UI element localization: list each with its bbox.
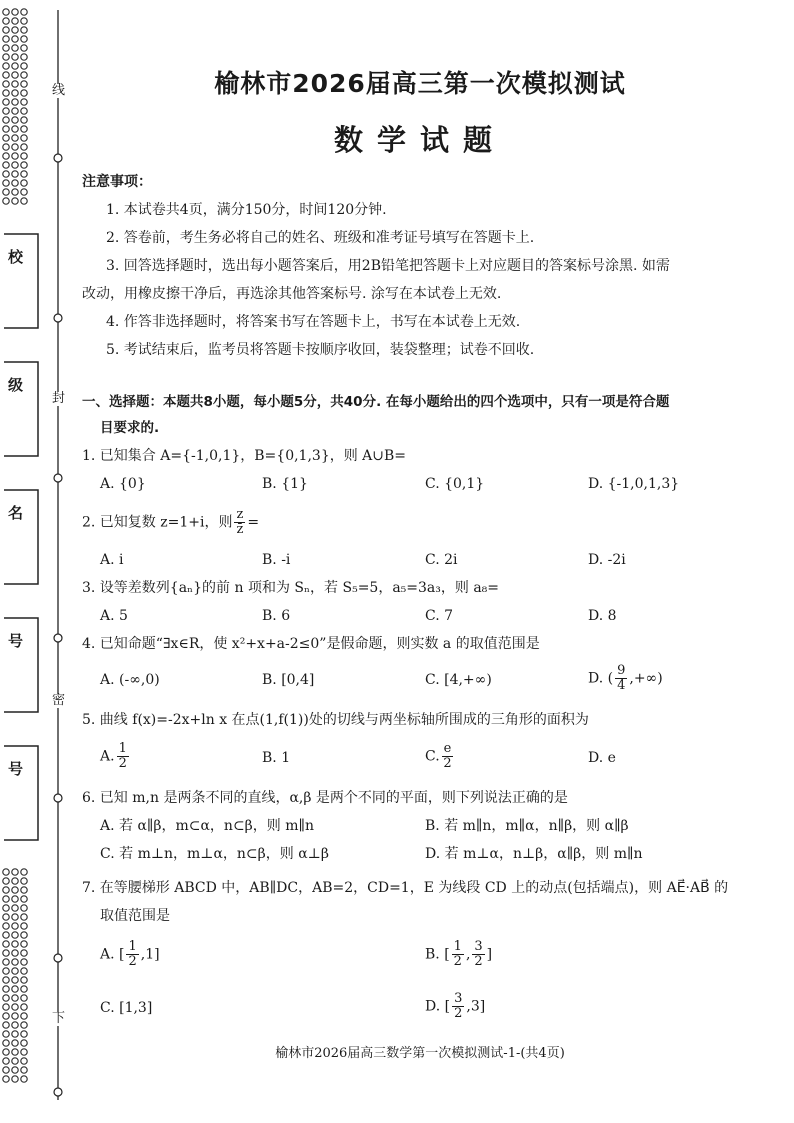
binding-hole [12,932,18,938]
q3-option-c: C. 7 [425,608,454,624]
section-heading-cont: 目要求的. [100,420,160,436]
binding-hole [3,1076,9,1082]
binding-hole [3,1031,9,1037]
q4-option-c: C. [4,+∞) [425,672,492,688]
q6-option-c: C. 若 m⊥n，m⊥α，n⊂β，则 α⊥β [100,846,329,862]
q5-a-numerator: 1 [118,741,127,756]
q2-option-c: C. 2i [425,552,458,568]
binding-hole [3,869,9,875]
binding-hole [21,1031,27,1037]
q4-d-numerator: 9 [617,663,626,678]
binding-hole [12,198,18,204]
q2-stem-text: 2. 已知复数 z=1+i，则 [82,514,233,531]
binding-hole [21,959,27,965]
seal-word-below: 下 [52,1011,66,1026]
question-2-stem [82,508,259,537]
binding-hole [12,1022,18,1028]
q2-stem-end: = [247,514,260,531]
binding-hole [21,1067,27,1073]
q7-b-numerator-2: 3 [474,939,483,954]
binding-hole [12,1040,18,1046]
binding-hole [3,90,9,96]
q5-c-denominator: 2 [443,756,452,771]
binding-hole [21,1004,27,1010]
binding-hole [21,9,27,15]
binding-hole [12,189,18,195]
binding-hole [12,1031,18,1037]
binding-hole [3,99,9,105]
q4-option-d [588,664,663,693]
binding-hole [21,90,27,96]
binding-hole [12,968,18,974]
binding-hole [12,135,18,141]
q7-a-suffix: ,1] [140,946,160,963]
notice-item: 1. 本试卷共4页，满分150分，时间120分钟. [106,202,387,218]
binding-hole [12,887,18,893]
binding-hole [12,27,18,33]
binding-hole [21,905,27,911]
binding-hole [21,117,27,123]
binding-hole [21,1022,27,1028]
q7-option-a [100,940,160,969]
binding-hole [3,1040,9,1046]
question-7-stem-cont: 取值范围是 [100,908,170,924]
binding-hole [21,198,27,204]
q4-d-fraction [615,664,627,693]
binding-hole [21,932,27,938]
binding-hole [3,1049,9,1055]
question-6-stem: 6. 已知 m,n 是两条不同的直线，α,β 是两个不同的平面，则下列说法正确的是 [82,790,568,806]
binding-hole [21,108,27,114]
q1-option-c: C. {0,1} [425,476,485,492]
binding-hole [21,1049,27,1055]
binding-hole [12,90,18,96]
binding-hole [3,905,9,911]
binding-hole [12,1058,18,1064]
q4-d-prefix: D. ( [588,670,614,687]
binding-hole [12,977,18,983]
binding-hole [3,1004,9,1010]
q7-d-denominator: 2 [454,1006,463,1021]
exam-title: 榆林市2026届高三第一次模拟测试 [214,69,626,98]
q3-option-a: A. 5 [100,608,128,624]
binding-hole [21,995,27,1001]
binding-hole [12,81,18,87]
binding-hole [3,81,9,87]
notice-item: 5. 考试结束后，监考员将答题卡按顺序收回，装袋整理；试卷不回收. [106,342,535,358]
binding-hole [3,162,9,168]
q5-option-a [100,742,131,771]
q4-option-a: A. (-∞,0) [100,672,160,688]
binding-hole [12,1067,18,1073]
question-1-stem: 1. 已知集合 A={-1,0,1}，B={0,1,3}，则 A∪B= [82,448,407,464]
exam-subject-title: 数学试题 [333,123,506,157]
q7-d-suffix: ,3] [466,998,486,1015]
binding-hole [3,914,9,920]
binding-hole [3,54,9,60]
binding-hole [21,914,27,920]
binding-hole [3,135,9,141]
binding-hole [21,986,27,992]
binding-hole [21,18,27,24]
q6-option-d: D. 若 m⊥α，n⊥β，α∥β，则 m∥n [425,846,643,862]
q7-a-fraction [126,940,138,969]
margin-label-seat: 号 [8,760,24,778]
binding-hole [3,117,9,123]
q1-option-a: A. {0} [100,476,146,492]
binding-hole [21,162,27,168]
binding-hole [21,45,27,51]
binding-hole [3,932,9,938]
binding-hole [21,950,27,956]
notice-item: 2. 答卷前，考生务必将自己的姓名、班级和准考证号填写在答题卡上. [106,230,535,246]
binding-hole [3,153,9,159]
binding-hole [21,54,27,60]
binding-hole [12,905,18,911]
binding-hole [3,18,9,24]
binding-hole [3,1058,9,1064]
binding-hole [21,869,27,875]
binding-hole [3,144,9,150]
binding-hole [12,1049,18,1055]
binding-hole [3,108,9,114]
q7-a-prefix: A. [ [100,946,125,963]
q2-option-d: D. -2i [588,552,626,568]
q7-b-numerator-1: 1 [453,939,462,954]
q6-option-a: A. 若 α∥β，m⊂α，n⊂β，则 m∥n [100,818,314,834]
binding-hole [3,1067,9,1073]
q7-b-suffix: ] [486,946,493,963]
q5-a-fraction [117,742,129,771]
q7-a-denominator: 2 [128,954,137,969]
binding-hole [12,72,18,78]
notice-heading: 注意事项： [82,174,152,190]
binding-hole [12,18,18,24]
binding-hole [12,950,18,956]
binding-hole [21,189,27,195]
binding-hole [21,171,27,177]
binding-hole [21,977,27,983]
binding-hole [3,896,9,902]
binding-hole [12,959,18,965]
notice-item: 改动，用橡皮擦干净后，再选涂其他答案标号. 涂写在本试卷上无效. [82,286,502,302]
notice-item: 3. 回答选择题时，选出每小题答案后，用2B铅笔把答题卡上对应题目的答案标号涂黑. 如需 [106,258,670,274]
q2-option-a: A. i [100,552,124,568]
binding-hole [21,968,27,974]
binding-hole [21,126,27,132]
binding-hole [12,878,18,884]
q7-b-prefix: B. [ [425,946,450,963]
binding-hole [3,878,9,884]
binding-hole [21,887,27,893]
seal-word-secret: 密 [52,693,66,708]
binding-hole [12,54,18,60]
binding-hole [12,9,18,15]
q5-option-c [425,742,455,771]
notice-item: 4. 作答非选择题时，将答案书写在答题卡上，书写在本试卷上无效. [106,314,521,330]
binding-hole [3,995,9,1001]
binding-hole [3,950,9,956]
q5-a-prefix: A. [100,748,115,765]
margin-label-number: 号 [8,632,24,650]
binding-hole [21,180,27,186]
binding-hole [21,99,27,105]
question-5-stem: 5. 曲线 f(x)=-2x+ln x 在点(1,f(1))处的切线与两坐标轴所围成的三角形的面积为 [82,712,589,728]
question-7-stem: 7. 在等腰梯形 ABCD 中，AB∥DC，AB=2，CD=1，E 为线段 CD 上的动点(包括端点)，则 AE⃗·AB⃗ 的 [82,880,729,896]
binding-hole [3,189,9,195]
binding-hole [3,941,9,947]
q5-option-b: B. 1 [262,750,291,766]
binding-hole [3,9,9,15]
binding-hole [12,986,18,992]
binding-hole [12,923,18,929]
q7-d-fraction [452,992,464,1021]
binding-hole [21,923,27,929]
binding-hole [3,986,9,992]
q2-fraction [234,508,245,537]
q7-option-d [425,992,485,1021]
binding-hole [12,1004,18,1010]
q7-option-c: C. [1,3] [100,1000,153,1016]
binding-hole [21,153,27,159]
binding-hole [12,153,18,159]
binding-margin-graphics [0,0,72,1123]
binding-hole [3,959,9,965]
binding-hole [12,1013,18,1019]
binding-hole [21,36,27,42]
binding-hole [3,180,9,186]
binding-hole [12,995,18,1001]
binding-hole [3,887,9,893]
margin-label-school: 校 [8,248,24,266]
q7-b-fraction-2 [472,940,484,969]
q7-b-fraction-1 [452,940,464,969]
binding-hole [3,45,9,51]
q7-d-numerator: 3 [454,991,463,1006]
binding-hole [12,162,18,168]
binding-hole [3,923,9,929]
q5-c-prefix: C. [425,748,440,765]
binding-hole [21,896,27,902]
binding-hole [12,869,18,875]
binding-hole [12,117,18,123]
q1-option-d: D. {-1,0,1,3} [588,476,680,492]
question-4-stem: 4. 已知命题“∃x∈R，使 x²+x+a-2≤0”是假命题，则实数 a 的取值范围是 [82,636,540,652]
q7-b-denominator-2: 2 [474,954,483,969]
binding-hole [21,1076,27,1082]
margin-label-name: 名 [8,504,24,522]
seal-word-seal: 封 [52,391,66,406]
q7-b-separator: , [465,946,471,963]
q5-c-numerator: e [443,741,452,756]
binding-hole [3,126,9,132]
binding-hole [12,99,18,105]
question-3-stem: 3. 设等差数列{aₙ}的前 n 项和为 Sₙ，若 S₅=5，a₅=3a₃，则 a₈= [82,580,500,596]
binding-hole [3,977,9,983]
binding-hole [21,135,27,141]
binding-hole [3,1022,9,1028]
binding-hole [3,198,9,204]
q4-d-denominator: 4 [617,678,626,693]
binding-hole [12,45,18,51]
binding-hole [21,1013,27,1019]
page-footer: 榆林市2026届高三数学第一次模拟测试-1-(共4页) [275,1046,565,1061]
binding-hole [21,27,27,33]
binding-hole [12,63,18,69]
q3-option-b: B. 6 [262,608,291,624]
q7-b-denominator-1: 2 [453,954,462,969]
binding-hole [3,968,9,974]
q2-denominator: z̄ [236,522,244,537]
binding-hole [21,941,27,947]
binding-hole [3,27,9,33]
q1-option-b: B. {1} [262,476,308,492]
binding-hole [21,1040,27,1046]
seal-word-line: 线 [52,83,66,98]
binding-hole [21,144,27,150]
binding-hole [12,171,18,177]
q5-c-fraction [442,742,454,771]
q7-option-b [425,940,492,969]
margin-label-class: 级 [8,376,24,394]
binding-hole [12,180,18,186]
binding-hole [3,1013,9,1019]
binding-hole [12,941,18,947]
binding-hole [12,126,18,132]
binding-margin [0,0,72,1123]
q5-a-denominator: 2 [118,756,127,771]
binding-hole [21,72,27,78]
binding-hole [12,914,18,920]
q6-option-b: B. 若 m∥n，m∥α，n∥β，则 α∥β [425,818,629,834]
q7-a-numerator: 1 [128,939,137,954]
binding-hole [3,72,9,78]
binding-hole [21,63,27,69]
q5-option-d: D. e [588,750,616,766]
q4-option-b: B. [0,4] [262,672,315,688]
binding-hole [12,36,18,42]
binding-hole [12,108,18,114]
binding-hole [12,1076,18,1082]
binding-hole [21,1058,27,1064]
q3-option-d: D. 8 [588,608,617,624]
section-heading: 一、选择题：本题共8小题，每小题5分，共40分. 在每小题给出的四个选项中，只有一项是符合题 [82,394,670,410]
binding-hole [12,144,18,150]
binding-hole [3,36,9,42]
q7-d-prefix: D. [ [425,998,451,1015]
binding-hole [12,896,18,902]
binding-hole [3,63,9,69]
binding-hole [3,171,9,177]
binding-hole [21,81,27,87]
q2-numerator: z [236,507,244,522]
q4-d-suffix: ,+∞) [629,670,663,687]
q2-option-b: B. -i [262,552,291,568]
binding-hole [21,878,27,884]
